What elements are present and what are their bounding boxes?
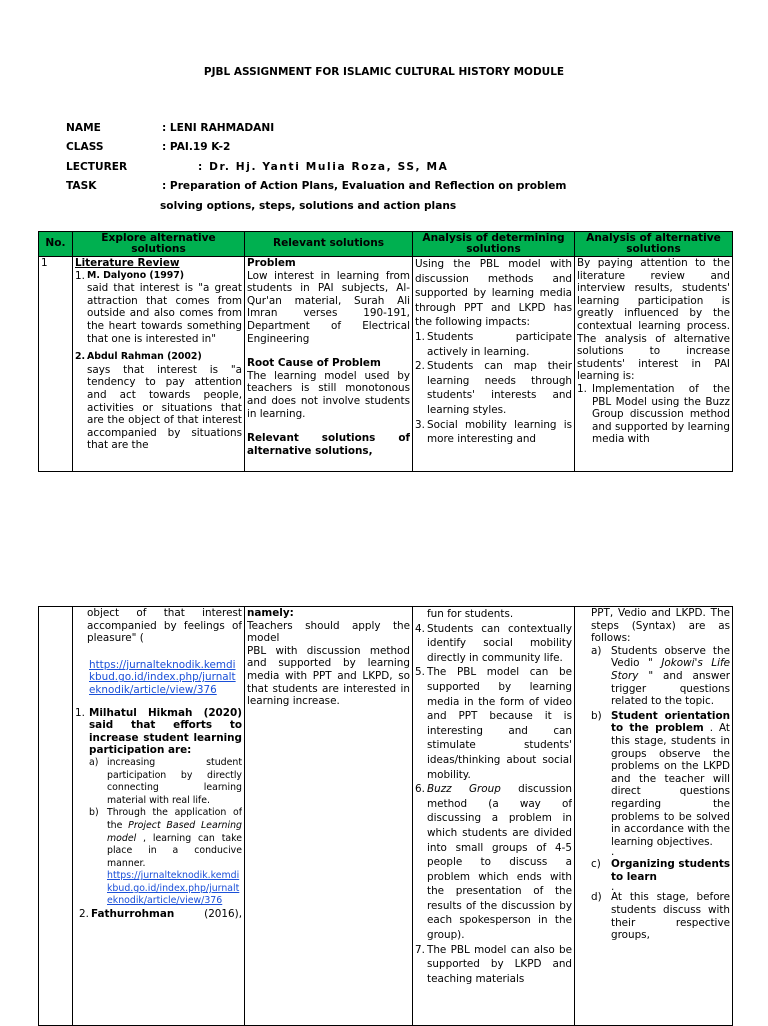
- root-cause-heading: Root Cause of Problem: [247, 357, 381, 370]
- reference-link[interactable]: https://jurnalteknodik.kemdikbud.go.id/index.php/jurnalteknodik/article/view/376: [89, 658, 236, 696]
- row-number: [39, 257, 73, 472]
- step-item: [577, 710, 730, 849]
- sub-text: [107, 807, 242, 870]
- sub-text-part: Through the application of the: [107, 807, 242, 831]
- class-label: CLASS: [66, 141, 104, 153]
- lecturer-value: : Dr. Hj. Yanti Mulia Roza, SS, MA: [198, 161, 449, 173]
- step-letter: d): [591, 891, 602, 904]
- row-number-text: 1: [41, 257, 48, 269]
- class-value: : PAI.19 K-2: [162, 141, 231, 153]
- name-value: : LENI RAHMADANI: [162, 122, 275, 134]
- list-item: [415, 418, 572, 447]
- step-letter: c): [591, 858, 601, 871]
- list-number: 1.: [577, 382, 587, 395]
- author-name: Fathurrohman: [91, 908, 175, 921]
- task-label: TASK: [66, 180, 97, 192]
- list-item: [75, 707, 242, 757]
- quote-text: says that interest is "a tendency to pay attention and act towards people, activities or situations that are the object of that interest accompanied by situations that are the: [87, 363, 242, 452]
- root-cause-text: The learning model used by teachers is still monotonous and does not involve students in learning.: [247, 369, 410, 420]
- list-item: [415, 359, 572, 417]
- step-text-part: . At this stage, students in groups observe the problems on the LKPD and the teacher will direct questions regarding the problems to be solved in accordance with the learning objectives.: [611, 722, 730, 848]
- list-item: [415, 665, 572, 782]
- list-text: Implementation of the PBL Model using the Buzz Group discussion method and supported by learning media with: [592, 382, 730, 446]
- sub-letter: b): [89, 807, 99, 819]
- list-text: The PBL model can be supported by learning media in the form of video and PPT because it is interesting and can stimulate students' ideas/thinking about social mobility.: [427, 666, 572, 781]
- author-name: M. Dalyono (1997): [87, 269, 185, 281]
- sub-text-part: , learning can take place in a conducive manner.: [107, 832, 242, 869]
- list-number: 3.: [415, 418, 425, 431]
- alternative-cell: [575, 257, 733, 472]
- steps-intro: PPT, Vedio and LKPD. The steps (Syntax) are as follows:: [591, 607, 730, 645]
- alternative-intro: By paying attention to the literature review and interview results, students' learning participation is greatly influenced by the contextual learning process. The analysis of alternative solutions to increase students' interest in PAI learning is:: [577, 257, 730, 383]
- list-number: 2.: [79, 908, 89, 921]
- list-item: [415, 330, 572, 359]
- step-letter: a): [591, 644, 602, 657]
- step-text: [611, 710, 730, 849]
- determining-intro: Using the PBL model with discussion methods and supported by learning media through PPT and LKPD has the following impacts:: [415, 258, 572, 329]
- step-item: [577, 858, 730, 883]
- name-label: NAME: [66, 122, 101, 134]
- step-text: At this stage, before students discuss with their respective groups,: [611, 891, 730, 942]
- list-item: [415, 622, 572, 666]
- reference-link[interactable]: https://jurnalteknodik.kemdikbud.go.id/index.php/jurnalteknodik/article/view/376: [107, 870, 240, 907]
- list-number: 6.: [415, 783, 425, 796]
- list-number: 1.: [75, 269, 85, 282]
- literature-review-heading: Literature Review: [75, 257, 180, 269]
- quote-text: said that interest is "a great attraction that comes from outside and also comes from the heart towards something that one is interested in": [87, 282, 242, 345]
- sub-text-emphasis: Project Based Learning model: [107, 819, 242, 844]
- list-text: Students participate actively in learning.: [427, 330, 572, 358]
- list-text: [91, 908, 242, 921]
- header-determining: Analysis of determining solutions: [413, 232, 575, 257]
- list-number: 1.: [415, 330, 425, 343]
- step-letter: b): [591, 709, 602, 722]
- alternative-cell-continued: [575, 607, 733, 1026]
- solution-text: PBL with discussion method and supported by learning media with PPT and LKPD, so that students are interested in learning increase.: [247, 644, 410, 708]
- step-item: [577, 645, 730, 708]
- explore-cell-continued: [73, 607, 245, 1026]
- step-text-part: Students observe the Vedio ": [611, 644, 730, 670]
- step-text-part: " and answer trigger questions related to the topic.: [611, 669, 730, 708]
- list-item: [577, 383, 730, 446]
- step-text: [611, 645, 730, 708]
- task-value-line2: solving options, steps, solutions and action plans: [160, 200, 457, 212]
- header-no: No.: [39, 232, 73, 257]
- step-heading: Organizing students to learn: [611, 858, 730, 883]
- list-number: 7.: [415, 943, 425, 956]
- explore-cell: [73, 257, 245, 472]
- author-name: Abdul Rahman (2002): [87, 351, 202, 363]
- stray-dot: .: [611, 881, 615, 894]
- info-block: [66, 122, 686, 222]
- step-heading: Student orientation to the problem: [611, 709, 730, 735]
- header-explore: Explore alternative solutions: [73, 232, 245, 257]
- quote-continued: object of that interest accompanied by feelings of pleasure" (: [87, 607, 242, 645]
- list-text-continued: fun for students.: [427, 608, 514, 620]
- header-alternative: Analysis of alternative solutions: [575, 232, 733, 257]
- lecturer-label: LECTURER: [66, 161, 128, 173]
- step-item: [577, 891, 730, 941]
- plan-table-page1: [38, 231, 733, 472]
- list-number: 5.: [415, 666, 425, 679]
- relevant-solutions-heading: Relevant solutions of alternative solutions,: [247, 432, 410, 457]
- list-text: Students can map their learning needs through students' interests and learning styles.: [427, 360, 572, 416]
- list-text: [427, 782, 572, 943]
- solution-text: Teachers should apply the model: [247, 619, 410, 645]
- list-heading: Milhatul Hikmah (2020) said that efforts to increase student learning participation are:: [89, 706, 242, 757]
- header-relevant: Relevant solutions: [245, 232, 413, 257]
- sub-item: [75, 757, 242, 807]
- list-number: 1.: [75, 706, 85, 719]
- sub-text: increasing student participation by directly connecting learning material with real life.: [107, 756, 242, 806]
- list-item: [75, 351, 242, 364]
- list-item: [415, 782, 572, 943]
- year-text: (2016),: [204, 908, 242, 921]
- list-text: Students can contextually identify social mobility directly in community life.: [427, 622, 572, 664]
- plan-table-page2: [38, 606, 733, 1026]
- list-item: [75, 270, 242, 283]
- determining-cell-continued: [413, 607, 575, 1026]
- relevant-cell-continued: [245, 607, 413, 1026]
- row-number-continued: [39, 607, 73, 1026]
- document-title: PJBL ASSIGNMENT FOR ISLAMIC CULTURAL HISTORY MODULE: [203, 66, 565, 78]
- relevant-cell: [245, 257, 413, 472]
- list-text-part: discussion method (a way of discussing a problem in which students are divided into small groups of 4-5 people to discuss a problem which ends with the presentation of the results of the discussion by each spokesperson in the group).: [427, 783, 572, 942]
- list-number: 2.: [75, 351, 86, 363]
- problem-heading: Problem: [247, 257, 296, 269]
- task-value: : Preparation of Action Plans, Evaluation and Reflection on problem: [162, 180, 567, 192]
- sub-letter: a): [89, 756, 99, 768]
- list-item: [75, 908, 242, 921]
- step-text-emphasis: Jokowi's Life Story: [611, 657, 730, 682]
- list-number: 4.: [415, 622, 425, 635]
- namely-heading: namely:: [247, 607, 294, 619]
- list-text: The PBL model can also be supported by LKPD and teaching materials: [427, 943, 572, 985]
- problem-text: Low interest in learning from students in PAI subjects, Al-Qur'an material, Surah Ali Imran verses 190-191, Department of Electrical Engineering: [247, 269, 410, 345]
- list-text: Social mobility learning is more interesting and: [427, 418, 572, 446]
- list-number: 2.: [415, 360, 425, 373]
- list-item: [415, 943, 572, 987]
- list-text-emphasis: Buzz Group: [427, 783, 501, 796]
- determining-cell: [413, 257, 575, 472]
- sub-item: [75, 807, 242, 870]
- stray-dot: .: [611, 846, 615, 859]
